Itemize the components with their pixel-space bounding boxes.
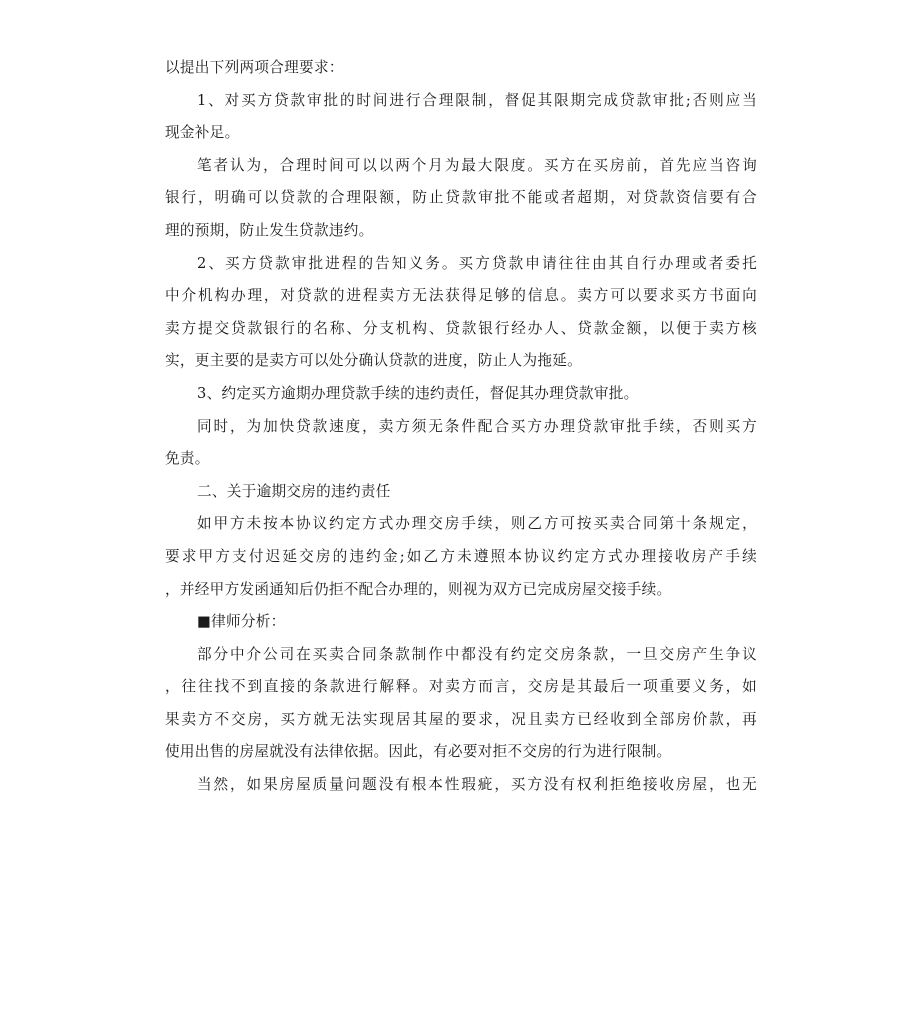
text-line: 如甲方未按本协议约定方式办理交房手续，则乙方可按买卖合同第十条规定， [197, 515, 757, 533]
text-line: 卖方提交贷款银行的名称、分支机构、贷款银行经办人、贷款金额，以便于卖方核 [165, 319, 757, 337]
text-line: 银行，明确可以贷款的合理限额，防止贷款审批不能或者超期，对贷款资信要有合 [165, 189, 757, 207]
text-line: 2、买方贷款审批进程的告知义务。买方贷款申请往往由其自行办理或者委托 [197, 254, 757, 272]
text-line: ，往往找不到直接的条款进行解释。对卖方而言，交房是其最后一项重要义务，如 [165, 678, 757, 696]
text-line: 以提出下列两项合理要求： [165, 59, 344, 76]
text-line: 理的预期，防止发生贷款违约。 [165, 221, 374, 239]
text-line: 果卖方不交房，买方就无法实现居其屋的要求，况且卖方已经收到全部房价款，再 [165, 710, 757, 728]
text-line: 部分中介公司在买卖合同条款制作中都没有约定交房条款，一旦交房产生争议 [197, 645, 757, 663]
section-heading: 二、关于逾期交房的违约责任 [197, 482, 391, 500]
document-body [165, 52, 757, 802]
text-line: 当然，如果房屋质量问题没有根本性瑕疵，买方没有权利拒绝接收房屋，也无 [197, 776, 757, 794]
text-line: 同时，为加快贷款速度，卖方须无条件配合买方办理贷款审批手续，否则买方 [197, 417, 757, 435]
text-line: 中介机构办理，对贷款的进程卖方无法获得足够的信息。卖方可以要求买方书面向 [165, 287, 757, 305]
text-line: 使用出售的房屋就没有法律依据。因此，有必要对拒不交房的行为进行限制。 [165, 743, 672, 761]
text-line: 要求甲方支付迟延交房的违约金;如乙方未遵照本协议约定方式办理接收房产手续 [165, 547, 757, 565]
text-line: 实，更主要的是卖方可以处分确认贷款的进度，防止人为拖延。 [165, 352, 583, 370]
text-line: 笔者认为，合理时间可以以两个月为最大限度。买方在买房前，首先应当咨询 [197, 156, 757, 174]
text-line: 1、对买方贷款审批的时间进行合理限制，督促其限期完成贷款审批;否则应当 [197, 91, 757, 109]
text-line: ，并经甲方发函通知后仍拒不配合办理的，则视为双方已完成房屋交接手续。 [165, 580, 672, 598]
text-line: 免责。 [165, 450, 210, 468]
text-line: 3、约定买方逾期办理贷款手续的违约责任，督促其办理贷款审批。 [197, 384, 639, 402]
text-line: 现金补足。 [165, 124, 240, 142]
analysis-heading: ■律师分析： [197, 613, 286, 631]
